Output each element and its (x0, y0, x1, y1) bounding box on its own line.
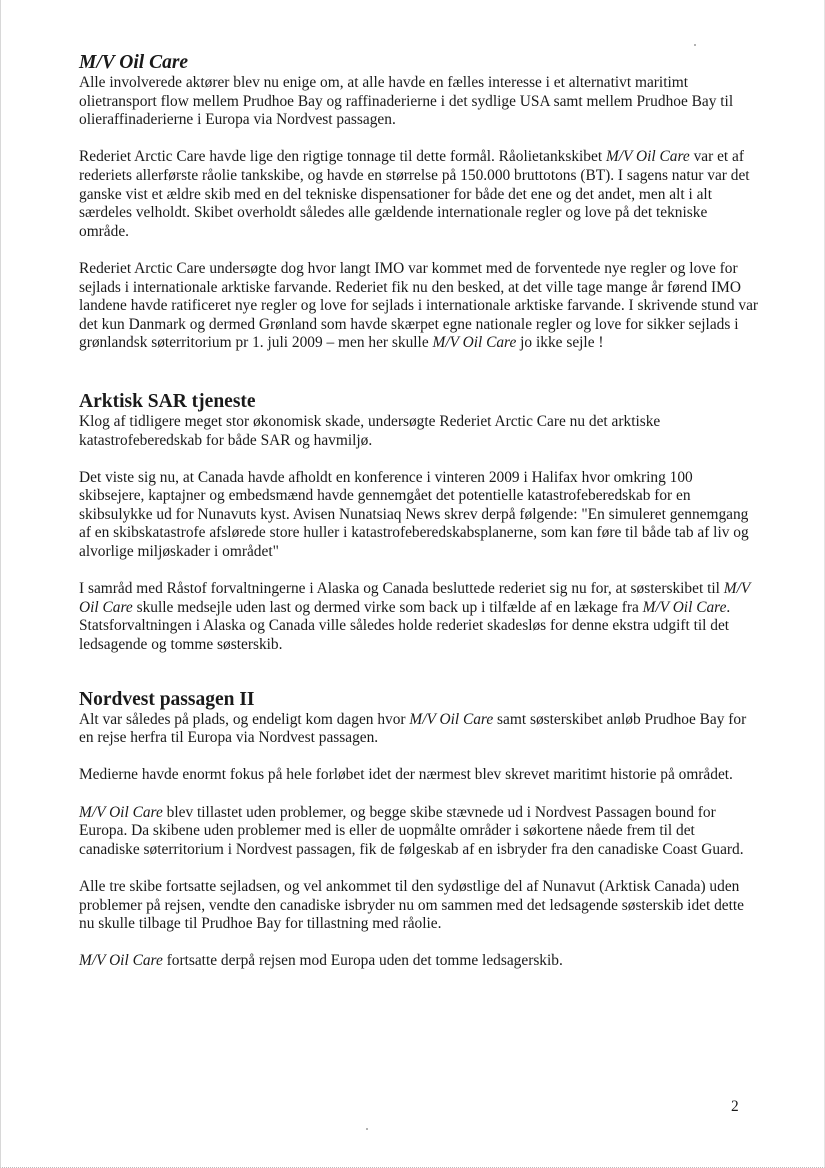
paragraph: I samråd med Råstof forvaltningerne i Alaska og Canada besluttede rederiet sig nu for, at søsterskibet til M/V Oil Care skulle medsejle uden last og dermed virke som back up i tilfælde af en lækage fra M/V Oil Care. Statsforvaltningen i Alaska og Canada ville således holde rederiet skadesløs for denne ekstra udgift til det ledsagende og tomme søsterskib. (79, 580, 750, 654)
paragraph: Alle tre skibe fortsatte sejladsen, og vel ankommet til den sydøstlige del af Nunavut (Arktisk Canada) uden problemer på rejsen, vendte den canadiske isbryder nu om sammen med det ledsagende søsterskib idet dette nu skulle tilbage til Prudhoe Bay for tillastning med råolie. (79, 877, 745, 933)
scan-speck (366, 1128, 368, 1130)
ship-name: M/V Oil Care (432, 334, 517, 352)
heading-arktisk-sar-tjeneste: Arktisk SAR tjeneste (79, 390, 256, 412)
paragraph: Alt var således på plads, og endeligt kom dagen hvor M/V Oil Care samt søsterskibet anløb Prudhoe Bay for en rejse herfra til Europa via Nordvest passagen. (79, 710, 747, 747)
paragraph: Alle involverede aktører blev nu enige om, at alle havde en fælles interesse i et alternativt maritimt olietransport flow mellem Prudhoe Bay og raffinaderierne i det sydlige USA samt mellem Prudhoe Bay til olieraffinaderierne i Europa via Nordvest passagen. (79, 74, 734, 129)
paragraph: Det viste sig nu, at Canada havde afholdt en konference i vinteren 2009 i Halifax hvor omkring 100 skibsejere, kaptajner og embedsmænd havde gennemgået det potentielle katastrofeberedskab for en skibsulykke ud for Nunavuts kyst. Avisen Nunatsiaq News skrev derpå følgende: "En simuleret gennemgang af en skibskatastrofe afslørede store huller i katastrofeberedskabsplanerne, som kan føre til både tab af liv og alvorlige miljøskader i området" (79, 468, 749, 561)
page-content (79, 52, 759, 971)
page-number: 2 (731, 1098, 739, 1115)
ship-name: M/V Oil Care (79, 952, 163, 970)
paragraph: Rederiet Arctic Care undersøgte dog hvor langt IMO var kommet med de forventede nye regler og love for sejlads i internationale arktiske farvande. Rederiet fik nu den besked, at det ville tage mange år førend IMO landene havde ratificeret nye regler og love for sejlads i internationale arktiske farvande. I skrivende stund var det kun Danmark og dermed Grønland som havde skærpet egne nationale regler og love for sikker sejlads i grønlandsk søterritorium pr 1. juli 2009 – men her skulle M/V Oil Care jo ikke sejle ! (79, 259, 759, 352)
paragraph: Rederiet Arctic Care havde lige den rigtige tonnage til dette formål. Råolietankskibet M/V Oil Care var et af rederiets allerførste råolie tankskibe, og havde en størrelse på 150.000 bruttotons (BT). I sagens natur var det ganske vist et ældre skib med en del tekniske dispensationer for både det ene og det andet, men alt i alt særdeles velholdt. Skibet overholdt således alle gældende internationale regler og love på det tekniske område. (79, 148, 750, 240)
ship-name: M/V Oil Care (79, 803, 163, 821)
paragraph: M/V Oil Care fortsatte derpå rejsen mod Europa uden det tomme ledsagerskib. (79, 952, 563, 970)
paragraph: Klog af tidligere meget stor økonomisk skade, undersøgte Rederiet Arctic Care nu det arktiske katastrofeberedskab for både SAR og havmiljø. (79, 412, 661, 449)
ship-name: M/V Oil Care (79, 580, 750, 616)
ship-name: M/V Oil Care (642, 598, 727, 616)
heading-mv-oil-care: M/V Oil Care (79, 52, 189, 73)
paragraph: Medierne havde enormt fokus på hele forløbet idet der nærmest blev skrevet maritimt historie på området. (79, 766, 733, 784)
ship-name: M/V Oil Care (409, 710, 494, 728)
heading-nordvest-passagen-ii: Nordvest passagen II (79, 688, 255, 710)
scan-speck (694, 44, 696, 46)
paragraph: M/V Oil Care blev tillastet uden problemer, og begge skibe stævnede ud i Nordvest Passagen bound for Europa. Da skibene uden problemer med is eller de uopmålte områder i søkortene nåede frem til det canadiske søterritorium i Nordvest passagen, fik de følgeskab af en isbryder fra den canadiske Coast Guard. (79, 803, 744, 858)
ship-name: M/V Oil Care (605, 148, 690, 166)
